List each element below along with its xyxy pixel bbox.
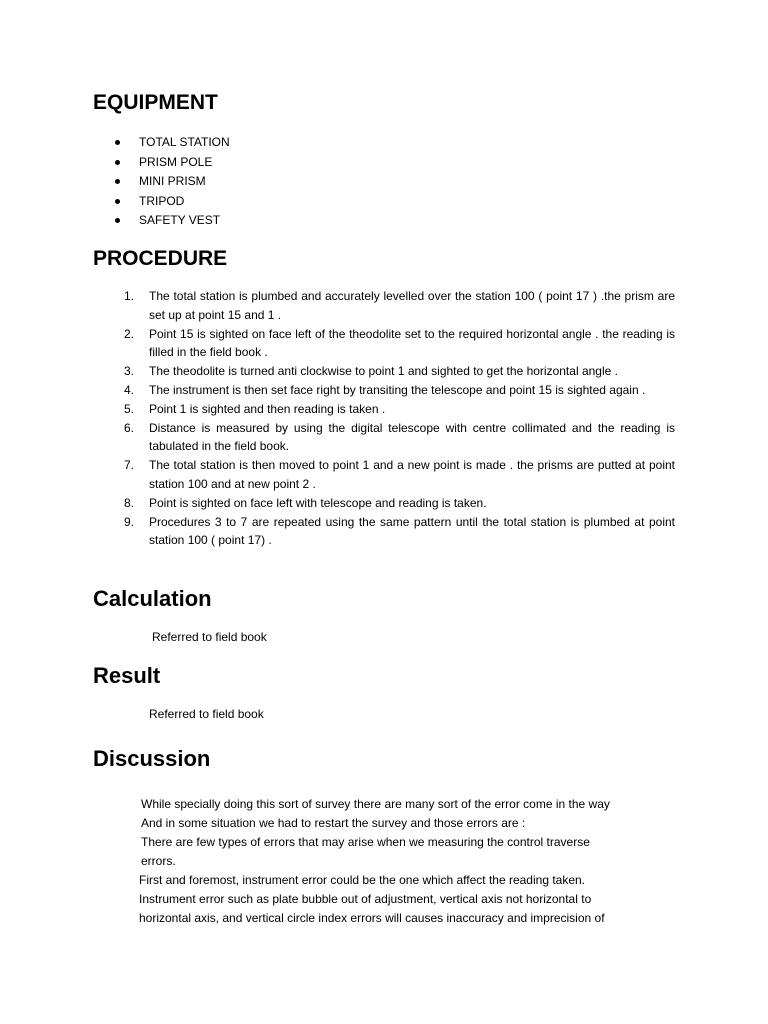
equipment-list-item: TOTAL STATION xyxy=(113,133,230,153)
equipment-list-item: MINI PRISM xyxy=(113,172,230,192)
procedure-step: 9. Procedures 3 to 7 are repeated using the same pattern until the total station is plumbed at point station 100 ( point 17) . xyxy=(124,514,675,548)
procedure-step: 8. Point is sighted on face left with telescope and reading is taken. xyxy=(124,495,487,510)
bullet-icon xyxy=(115,199,120,204)
procedure-heading: PROCEDURE xyxy=(93,247,228,270)
result-heading: Result xyxy=(93,663,161,688)
calculation-heading: Calculation xyxy=(93,586,212,611)
procedure-step: 2. Point 15 is sighted on face left of the theodolite set to the required horizontal angle . the reading is filled in the field book . xyxy=(124,326,675,360)
discussion-heading: Discussion xyxy=(93,746,211,771)
discussion-line: Instrument error such as plate bubble out of adjustment, vertical axis not horizontal to xyxy=(139,892,592,906)
discussion-body xyxy=(139,795,679,928)
equipment-list-item: TRIPOD xyxy=(113,192,230,212)
equipment-heading: EQUIPMENT xyxy=(93,91,218,114)
result-text: Referred to field book xyxy=(149,707,264,721)
discussion-line: And in some situation we had to restart the survey and those errors are : xyxy=(141,816,526,830)
procedure-step: 5. Point 1 is sighted and then reading is taken . xyxy=(124,401,386,416)
discussion-line: There are few types of errors that may arise when we measuring the control traverse xyxy=(141,835,590,849)
procedure-step: 6. Distance is measured by using the digital telescope with centre collimated and the reading is tabulated in the field book. xyxy=(124,420,675,454)
equipment-list-item: PRISM POLE xyxy=(113,153,230,173)
procedure-step: 4. The instrument is then set face right by transiting the telescope and point 15 is sighted again . xyxy=(124,382,646,397)
procedure-step: 7. The total station is then moved to point 1 and a new point is made . the prisms are putted at point station 100 and at new point 2 . xyxy=(124,458,675,491)
discussion-line: horizontal axis, and vertical circle index errors will causes inaccuracy and imprecision of xyxy=(139,911,605,925)
procedure-step: 1. The total station is plumbed and accurately levelled over the station 100 ( point 17 ) .the prism are set up at point 15 and 1 . xyxy=(124,289,675,322)
calculation-text: Referred to field book xyxy=(152,630,267,644)
bullet-icon xyxy=(115,160,120,165)
bullet-icon xyxy=(115,179,120,184)
bullet-icon xyxy=(115,140,120,145)
bullet-icon xyxy=(115,218,120,223)
equipment-list xyxy=(113,133,230,231)
procedure-list xyxy=(118,287,675,550)
procedure-step: 3. The theodolite is turned anti clockwise to point 1 and sighted to get the horizontal angle . xyxy=(124,364,618,379)
equipment-list-item: SAFETY VEST xyxy=(113,211,230,231)
discussion-line: While specially doing this sort of survey there are many sort of the error come in the way xyxy=(141,797,610,811)
discussion-line: First and foremost, instrument error could be the one which affect the reading taken. xyxy=(139,873,586,887)
discussion-line: errors. xyxy=(141,854,176,868)
